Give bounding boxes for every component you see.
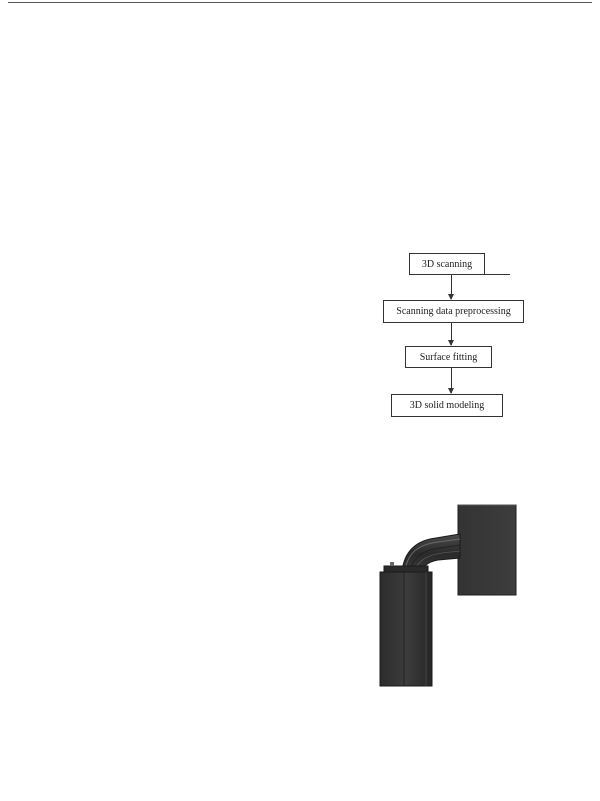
flowchart-arrow-down-icon <box>451 323 452 345</box>
flowchart-arrow-down-icon <box>451 368 452 393</box>
flowchart-step-scanning-data-preprocessing <box>383 300 524 322</box>
flowchart-step-surface-fitting <box>405 346 492 367</box>
flowchart-step-label: Surface fitting <box>419 351 478 363</box>
flowchart-step-label: 3D solid modeling <box>409 400 485 411</box>
model-upper-block <box>458 505 516 595</box>
flowchart-arrow-down-icon <box>451 275 452 299</box>
3d-solid-model-render-icon <box>376 500 526 690</box>
flowchart-step-label: Scanning data preprocessing <box>396 306 511 317</box>
modeling-process-flowchart <box>375 245 520 425</box>
flowchart-step-3d-scanning <box>409 253 485 274</box>
flowchart-step-label: 3D scanning <box>421 258 473 270</box>
model-lower-column <box>380 572 432 686</box>
flowchart-step-3d-solid-modeling <box>391 394 503 416</box>
page-header-rule <box>8 2 592 3</box>
